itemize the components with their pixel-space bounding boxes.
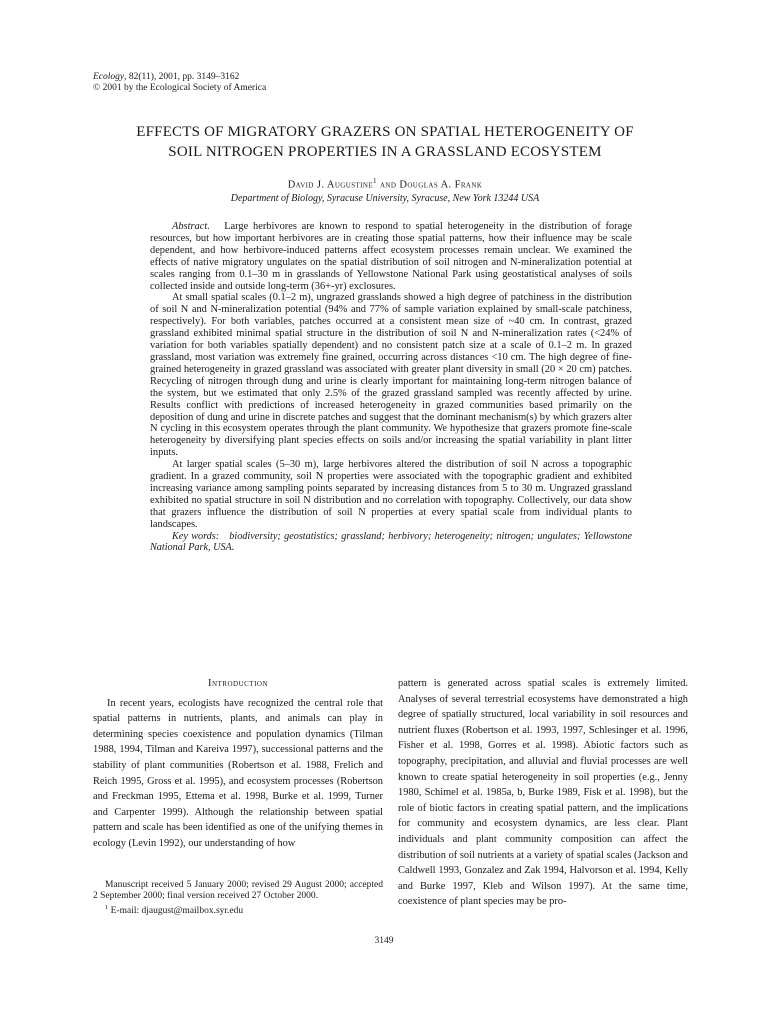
abstract-paragraph-3: At larger spatial scales (5–30 m), large herbivores altered the distribution of soil N across a topographic gradient. In a grazed community, soil N properties were associated with the topographic gradient and exhibited increasing variance among sampling points separated by increasing distances from 5 to 30 m. Ungrazed grassland exhibited no spatial structure in soil N distribution and no correlation with topography. Collectively, our data show that grazers influence the distribution of soil N properties at every spatial scale from individual plants to landscapes.: [150, 459, 632, 530]
body-column-left: [93, 676, 383, 852]
email-address: E-mail: djaugust@mailbox.syr.edu: [108, 906, 244, 917]
author-conjunction: and: [376, 179, 400, 191]
abstract-paragraph-1: [150, 221, 632, 292]
keywords: [150, 531, 632, 555]
author-1-footnote-mark: 1: [373, 177, 377, 185]
author-2: Douglas A. Frank: [399, 179, 483, 191]
affiliation: Department of Biology, Syracuse University, Syracuse, New York 13244 USA: [230, 193, 540, 204]
manuscript-dates: Manuscript received 5 January 2000; revised 29 August 2000; accepted 2 September 2000; final version received 27 October 2000.: [93, 880, 383, 901]
running-header: [93, 72, 266, 94]
author-line: [80, 177, 690, 191]
volume-pages: , 82(11), 2001, pp. 3149–3162: [124, 72, 240, 82]
title-line-2: SOIL NITROGEN PROPERTIES IN A GRASSLAND ECOSYSTEM: [168, 144, 602, 160]
abstract: [150, 221, 632, 554]
journal-name: Ecology: [93, 72, 125, 82]
body-column-right: [398, 676, 688, 910]
footnotes: [93, 880, 383, 917]
title-line-1: EFFECTS OF MIGRATORY GRAZERS ON SPATIAL HETEROGENEITY OF: [136, 124, 634, 140]
section-heading-introduction: Introduction: [207, 678, 269, 689]
keywords-list: biodiversity; geostatistics; grassland; herbivory; heterogeneity; nitrogen; ungulates; Yellowstone National Park, USA.: [150, 530, 633, 554]
abstract-text-1: Large herbivores are known to respond to spatial heterogeneity in the distribution of forage resources, but how important herbivores are in creating those spatial patterns, how their influence may be scale dependent, and how herbivore-induced patterns affect ecosystem processes remain unclear. We examined the effects of native migratory ungulates on the spatial distribution of soil nitrogen and N-mineralization potential at scales ranging from 0.1–30 m in grasslands of Yellowstone National Park using geostatistical analyses of soils collected inside and outside long-term (36+-yr) exclosures.: [150, 221, 632, 292]
abstract-paragraph-2: At small spatial scales (0.1–2 m), ungrazed grasslands showed a high degree of patchiness in the distribution of soil N and N-mineralization potential (94% and 77% of sample variation explained by small-scale patchiness, respectively). For both variables, patches occurred at a consistent mean size of ~40 cm. In contrast, grazed grassland exhibited minimal spatial structure in the distribution of soil N and N-mineralization rates (<24% of variation for both variables spatially dependent) and no consistent patch size at a scale of 0.1–2 m. In grazed grassland, most variation was extremely fine grained, occurring across distances <10 cm. The high degree of fine-grained heterogeneity in grazed grassland was associated with greater plant diversity in small (20 × 20 cm) patches. Recycling of nitrogen through dung and urine is clearly important for maintaining long-term nitrogen balance of the system, but we estimated that only 2.5% of the grazed grassland sampled was recently affected by urine. Results conflict with predictions of increased heterogeneity in grazed communities based primarily on the deposition of dung and urine in discrete patches and suggest that the dominant mechanism(s) by which grazers alter N cycling in this ecosystem operates through the plant community. We hypothesize that grazers promote fine-scale heterogeneity by diversifying plant species effects on soils and/or increasing the spatial variability in plant litter inputs.: [150, 292, 632, 459]
journal-citation: [93, 72, 266, 83]
keywords-label: Key words:: [172, 530, 220, 542]
email-footnote: [93, 902, 383, 917]
intro-paragraph-left: In recent years, ecologists have recognized the central role that spatial patterns in nutrients, plants, and animals can play in determining species coexistence and population dynamics (Tilman 1988, 1994, Tilman and Kareiva 1997), successional patterns and the stability of plant communities (Robertson et al. 1988, Frelich and Reich 1995, Gross et al. 1995), and ecosystem processes (Robertson and Freckman 1995, Ettema et al. 1998, Burke et al. 1999, Turner and Carpenter 1999). Although the relationship between spatial pattern and scale has been identified as one of the unifying themes in ecology (Levin 1992), our understanding of how: [93, 697, 383, 849]
intro-paragraph-right: pattern is generated across spatial scales is extremely limited. Analyses of several terrestrial ecosystems have demonstrated a high degree of spatially structured, local variability in soil resources and nutrient fluxes (Robertson et al. 1993, 1997, Schlesinger et al. 1996, Fisher et al. 1998, Gorres et al. 1998). Abiotic factors such as topography, precipitation, and alluvial and fluvial processes are well known to create spatial heterogeneity in soil properties (e.g., Jenny 1980, Schimel et al. 1985a, b, Burke 1989, Fisk et al. 1998), but the role of biotic factors in creating spatial pattern, and the implications for community and ecosystem dynamics, are less clear. Plant individuals and plant community composition can affect the distribution of soil nutrients at a variety of spatial scales (Jackson and Caldwell 1993, Gonzalez and Zak 1994, Halvorson et al. 1994, Kelly and Burke 1997, Kleb and Wilson 1997). At the same time, coexistence of plant species may be pro-: [398, 678, 688, 908]
author-1: David J. Augustine: [287, 179, 374, 191]
article-title: [80, 122, 690, 162]
abstract-label: Abstract.: [172, 221, 210, 232]
copyright-line: © 2001 by the Ecological Society of America: [93, 83, 267, 93]
page-number: 3149: [374, 936, 394, 946]
email-footnote-mark: 1: [105, 904, 109, 911]
